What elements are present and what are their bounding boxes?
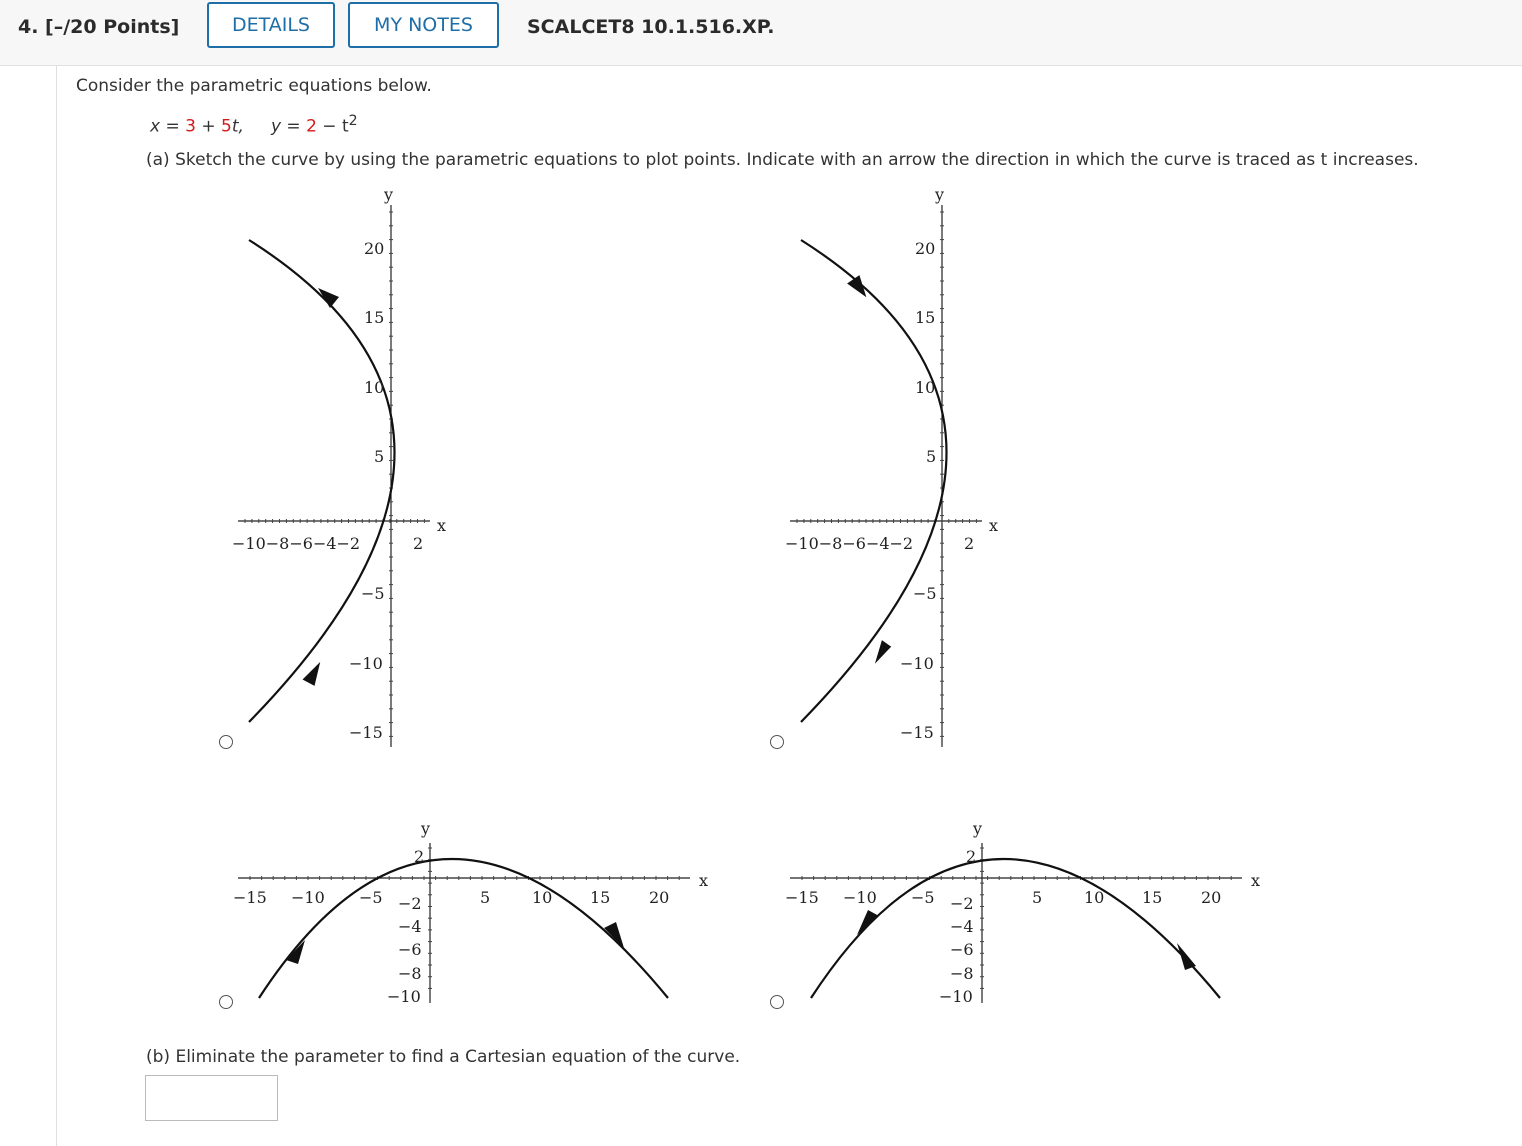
question-header: [0, 0, 1522, 66]
graph-2-axes: [790, 205, 982, 747]
graph-2-ytick-m5: −5: [913, 584, 937, 603]
graph-2-ytick-15: 15: [915, 308, 936, 327]
option-4-radio[interactable]: [770, 995, 784, 1009]
graph-1-xticks-negative: −10−8−6−4−2: [232, 534, 361, 553]
graph-2-ytick-5: 5: [926, 447, 937, 466]
graph-1-ytick-5: 5: [374, 447, 385, 466]
graph-2-x-label: x: [989, 516, 999, 535]
graph-4-xtick-m15: −15: [785, 888, 819, 907]
graph-3-x-label: x: [699, 871, 709, 890]
graph-3-xtick-m10: −10: [291, 888, 325, 907]
graph-3-xtick-20: 20: [649, 888, 670, 907]
graph-2-ytick-m10: −10: [900, 654, 934, 673]
graph-4-xtick-15: 15: [1142, 888, 1163, 907]
graph-1-ytick-15: 15: [364, 308, 385, 327]
graph-1-y-label: y: [384, 185, 394, 204]
graph-3-ytick-m6: −6: [398, 940, 422, 959]
prompt-text: Consider the parametric equations below.: [76, 76, 432, 96]
graph-4-xtick-m10: −10: [843, 888, 877, 907]
graph-3-xtick-10: 10: [532, 888, 553, 907]
graph-2-arrow-lower: [871, 639, 894, 664]
graph-2-ytick-20: 20: [915, 239, 936, 258]
graph-4-ytick-m6: −6: [950, 940, 974, 959]
part-b-instructions: (b) Eliminate the parameter to find a Cartesian equation of the curve.: [146, 1047, 741, 1067]
graph-2-ticks: [797, 212, 976, 736]
graph-2-arrow-upper: [846, 274, 870, 298]
graph-1-ticks: [245, 212, 424, 736]
cartesian-equation-input[interactable]: [145, 1075, 278, 1121]
graph-4-arrow-left: [857, 910, 879, 935]
problem-code: SCALCET8 10.1.516.XP.: [527, 16, 775, 38]
graph-3-arrow-left: [286, 940, 305, 964]
graph-2-xtick-2: 2: [964, 534, 975, 553]
graph-3-ytick-m8: −8: [398, 964, 422, 983]
option-2-radio[interactable]: [770, 735, 784, 749]
graph-2-ytick-m15: −15: [900, 723, 934, 742]
graph-1-arrow-upper: [318, 288, 339, 308]
graph-3-xtick-15: 15: [590, 888, 611, 907]
graph-1-ytick-m15: −15: [349, 723, 383, 742]
graph-3-ytick-2: 2: [414, 847, 425, 866]
graph-1-arrow-lower: [300, 662, 323, 688]
graph-1-xtick-2: 2: [413, 534, 424, 553]
graph-1-ytick-20: 20: [364, 239, 385, 258]
graph-4-xtick-10: 10: [1084, 888, 1105, 907]
graph-4-ytick-m8: −8: [950, 964, 974, 983]
graph-4-x-label: x: [1251, 871, 1261, 890]
my-notes-button[interactable]: MY NOTES: [348, 2, 499, 48]
graph-3-xtick-5: 5: [480, 888, 491, 907]
option-3-radio[interactable]: [219, 995, 233, 1009]
graph-4-y-label: y: [973, 819, 983, 838]
details-button[interactable]: DETAILS: [207, 2, 335, 48]
graph-1-x-label: x: [437, 516, 447, 535]
parametric-equations: x = 3 + 5t, $y = 2 - t^2$: [150, 113, 358, 137]
graph-4-ytick-m10: −10: [939, 987, 973, 1006]
graph-1-ytick-m10: −10: [349, 654, 383, 673]
graph-1-axes: [238, 205, 430, 747]
graph-4-xtick-m5: −5: [911, 888, 935, 907]
graph-3-ytick-m2: −2: [398, 894, 422, 913]
graph-4-xtick-5: 5: [1032, 888, 1043, 907]
graph-2-ytick-10: 10: [915, 378, 936, 397]
graph-4-ytick-m2: −2: [950, 894, 974, 913]
graph-3-arrow-right: [604, 922, 624, 948]
graph-4-ytick-m4: −4: [950, 917, 974, 936]
graph-3-ytick-m10: −10: [387, 987, 421, 1006]
graph-3-ticks: [250, 848, 679, 988]
graph-2-xticks-negative: −10−8−6−4−2: [785, 534, 914, 553]
graph-3-y-label: y: [421, 819, 431, 838]
graph-4-axes: [790, 843, 1242, 1003]
graph-3-xtick-m5: −5: [359, 888, 383, 907]
graph-3-ytick-m4: −4: [398, 917, 422, 936]
part-a-instructions: (a) Sketch the curve by using the parametric equations to plot points. Indicate with an arrow the direction in which the curve is traced as t increases.: [146, 150, 1419, 170]
option-1-radio[interactable]: [219, 735, 233, 749]
graph-3-axes: [238, 843, 690, 1003]
graph-3-xtick-m15: −15: [233, 888, 267, 907]
graph-4-xtick-20: 20: [1201, 888, 1222, 907]
question-number: 4. [–/20 Points]: [18, 16, 180, 38]
graph-4-curve: [811, 859, 1220, 998]
graph-1-ytick-10: 10: [364, 378, 385, 397]
graph-4-arrow-right: [1177, 943, 1196, 970]
graph-1-ytick-m5: −5: [361, 584, 385, 603]
graph-2-y-label: y: [935, 185, 945, 204]
graph-4-ytick-2: 2: [966, 847, 977, 866]
content-divider: [56, 66, 57, 1146]
